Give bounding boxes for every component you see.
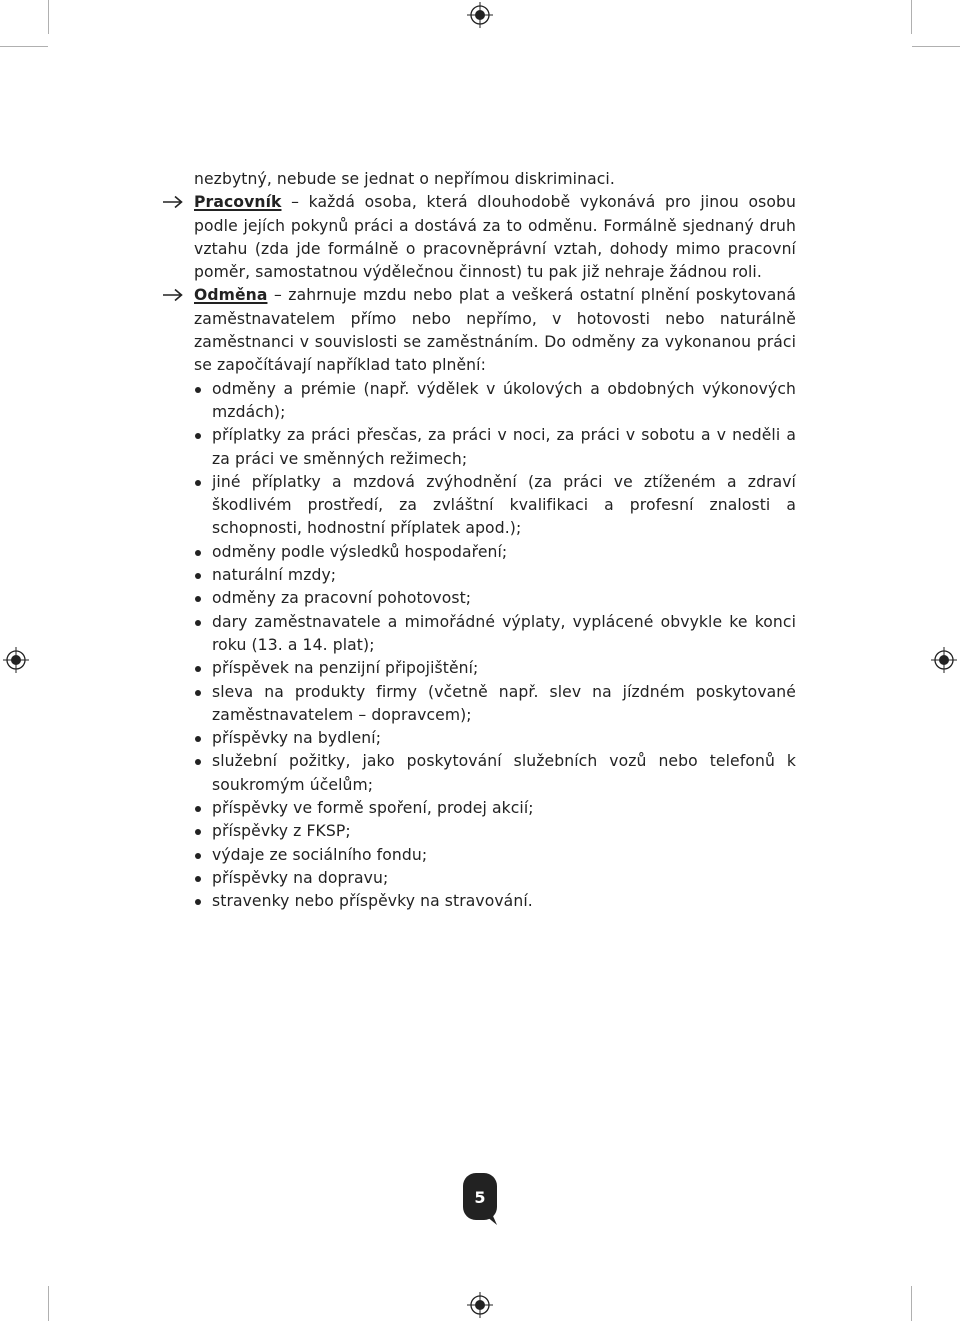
list-item: jiné příplatky a mzdová zvýhodnění (za práci ve ztíženém a zdraví škodlivém prostředí, za zvláštní kvalifikaci a profesní znalosti a schopnosti, hodnostní příplatek apod.); [194,471,796,541]
document-body [160,168,796,914]
list-item: příspěvky na dopravu; [194,867,796,890]
list-item: dary zaměstnavatele a mimořádné výplaty, vyplácené obvykle ke konci roku (13. a 14. plat); [194,611,796,658]
registration-mark-icon [3,647,29,673]
list-item: odměny podle výsledků hospodaření; [194,541,796,564]
list-item: příspěvky z FKSP; [194,820,796,843]
arrow-right-icon [162,288,184,302]
definition-text: – každá osoba, která dlouhodobě vykonává pro jinou osobu podle jejích pokynů práci a dostává za to odměnu. Formálně sjednaný druh vztahu (zda jde formálně o pracovněprávní vztah, dohody mimo pracovní poměr, samostatnou výdělečnou činnost) tu pak již nehraje žádnou roli. [194,193,796,282]
registration-mark-icon [467,2,493,28]
definition-pracovnik [160,191,796,284]
list-item: naturální mzdy; [194,564,796,587]
arrow-right-icon [162,195,184,209]
term-pracovnik: Pracovník [194,193,282,212]
list-item: odměny za pracovní pohotovost; [194,587,796,610]
list-item: sleva na produkty firmy (včetně např. slev na jízdném poskytované zaměstnavatelem – dopravcem); [194,681,796,728]
list-item: příspěvky ve formě spoření, prodej akcií; [194,797,796,820]
page-number: 5 [474,1188,486,1207]
definition-odmena [160,284,796,377]
crop-mark-bottom-right-vertical [911,1286,912,1321]
list-item: výdaje ze sociálního fondu; [194,844,796,867]
benefits-list [160,378,796,914]
crop-mark-bottom-left-vertical [48,1286,49,1321]
registration-mark-icon [467,1292,493,1318]
registration-mark-icon [931,647,957,673]
crop-mark-top-left [0,46,48,47]
term-odmena: Odměna [194,286,268,305]
crop-mark-top-right [912,46,960,47]
list-item: příspěvek na penzijní připojištění; [194,657,796,680]
list-item: služební požitky, jako poskytování služebních vozů nebo telefonů k soukromým účelům; [194,750,796,797]
intro-line: nezbytný, nebude se jednat o nepřímou diskriminaci. [194,170,615,188]
list-item: stravenky nebo příspěvky na stravování. [194,890,796,913]
list-item: odměny a prémie (např. výdělek v úkolových a obdobných výkonových mzdách); [194,378,796,425]
crop-mark-top-right-vertical [911,0,912,34]
list-item: příspěvky na bydlení; [194,727,796,750]
list-item: příplatky za práci přesčas, za práci v noci, za práci v sobotu a v neděli a za práci ve směnných režimech; [194,424,796,471]
definition-text: – zahrnuje mzdu nebo plat a veškerá ostatní plnění poskytovaná zaměstnavatelem přímo nebo nepřímo, v hotovosti nebo naturálně zaměstnanci v souvislosti se zaměstnáním. Do odměny za vykonanou práci se započítávají například tato plnění: [194,286,796,375]
crop-mark-top-left-vertical [48,0,49,34]
